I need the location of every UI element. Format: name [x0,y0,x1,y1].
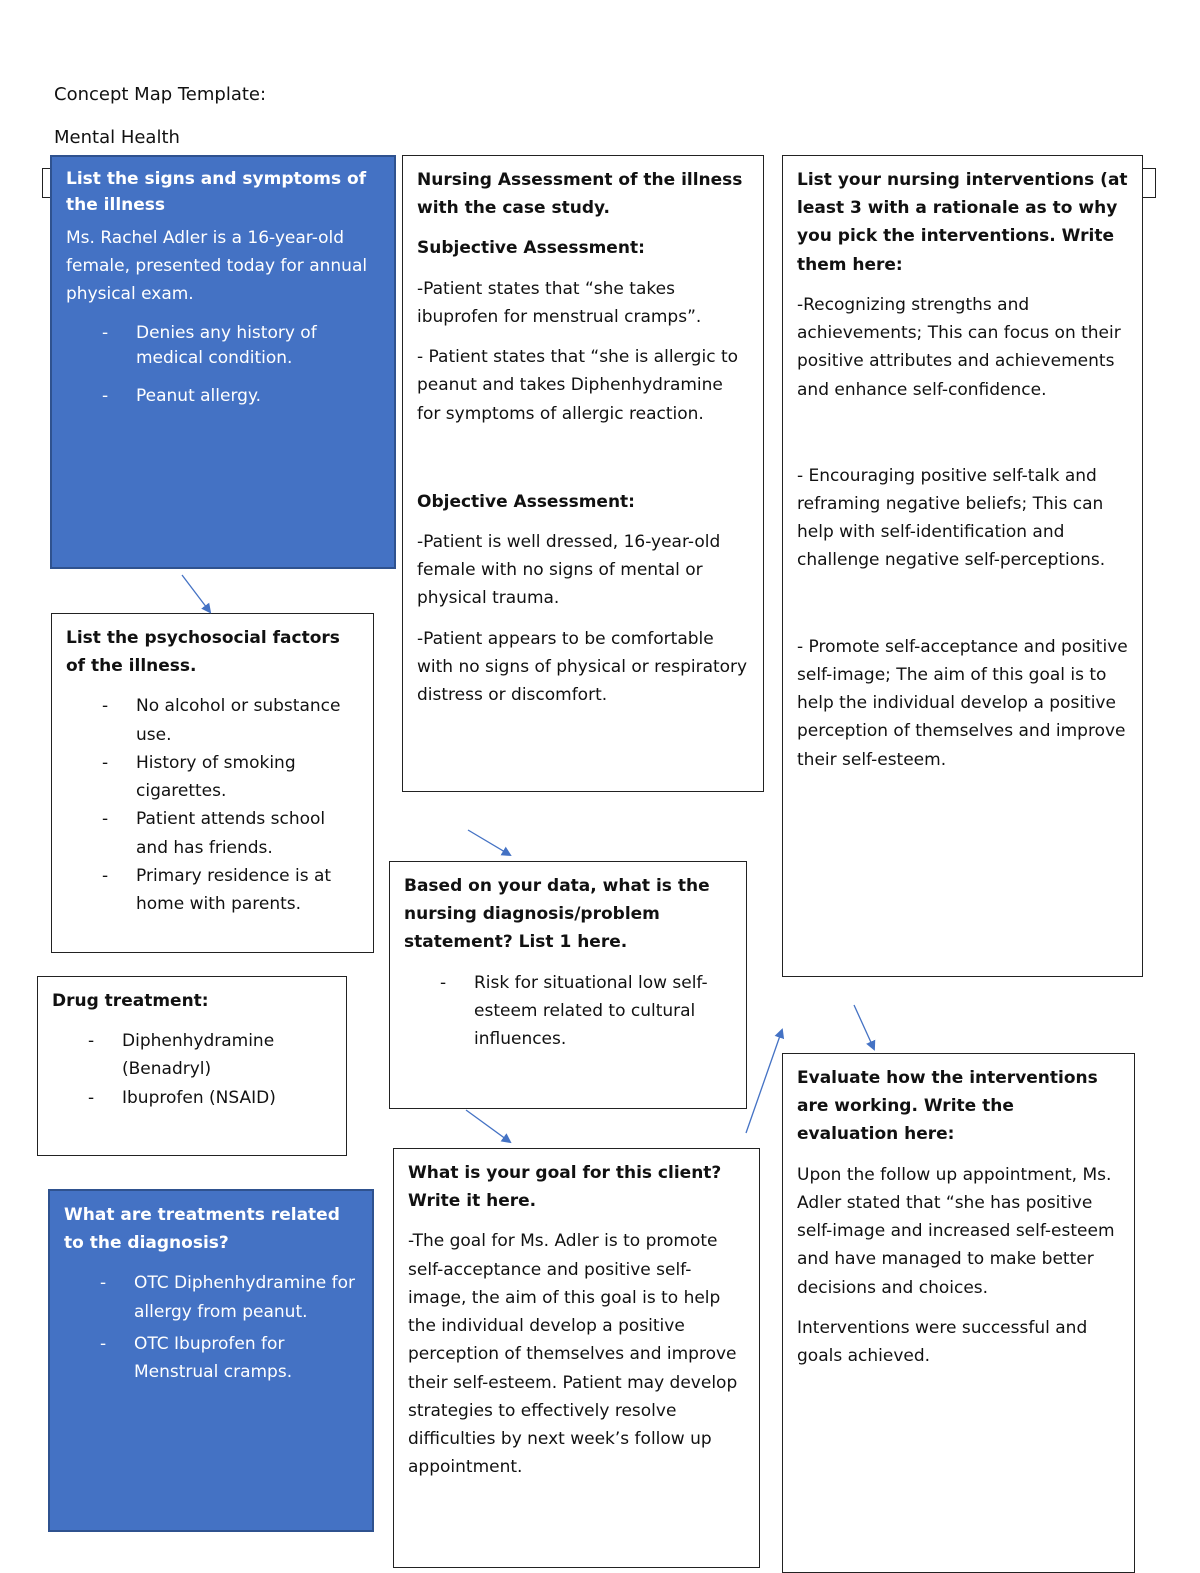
psychosocial-item: - No alcohol or substance use. [136,692,359,748]
psychosocial-item: - Primary residence is at home with parents. [136,862,359,918]
treatment-item: - OTC Ibuprofen for Menstrual cramps. [134,1330,358,1386]
intervention-item: -Recognizing strengths and achievements; This can focus on their positive attributes and achievements and enhance self-confidence. [797,294,1121,400]
diagnosis-item: - Risk for situational low self-esteem related to cultural influences. [474,969,732,1054]
treatments-title: What are treatments related to the diagnosis? [64,1205,340,1254]
intervention-item: - Encouraging positive self-talk and reframing negative beliefs; This can help with self-identification and challenge negative self-perceptions. [797,465,1106,571]
signs-item: - Denies any history of medical condition. [136,321,380,372]
arrow-interventions-to-evaluation [854,1005,874,1049]
signs-symptoms-intro: Ms. Rachel Adler is a 16-year-old female, presented today for annual physical exam. [66,228,368,305]
drug-treatment-title: Drug treatment: [52,991,209,1011]
psychosocial-title: List the psychosocial factors of the illness. [66,628,340,677]
subjective-item: -Patient states that “she takes ibuprofen for menstrual cramps”. [417,278,702,327]
goal-text: -The goal for Ms. Adler is to promote self-acceptance and positive self-image, the aim of this goal is to help the individual develop a positive perception of themselves and improve their self-esteem. Patient may develop strategies to effectively resolve difficulties by next week’s follow up appointment. [408,1231,738,1478]
drug-item: - Diphenhydramine (Benadryl) [122,1027,332,1083]
assessment-title: Nursing Assessment of the illness with the case study. [417,170,743,219]
arrow-diagnosis-to-goal [466,1110,510,1142]
page-title: Concept Map Template: [54,84,267,105]
arrow-assessment-to-diagnosis [468,830,510,855]
intervention-item: - Promote self-acceptance and positive self-image; The aim of this goal is to help the individual develop a positive perception of themselves and improve their self-esteem. [797,636,1128,770]
objective-item: -Patient is well dressed, 16-year-old female with no signs of mental or physical trauma. [417,531,721,609]
subjective-item: - Patient states that “she is allergic to peanut and takes Diphenhydramine for symptoms of allergic reaction. [417,347,739,424]
psychosocial-item: - History of smoking cigarettes. [136,749,359,805]
goal-title: What is your goal for this client? Write it here. [408,1163,722,1212]
arrow-signs-to-psychosocial [182,575,210,612]
treatment-item: - OTC Diphenhydramine for allergy from peanut. [134,1269,358,1325]
signs-item: - Peanut allergy. [136,384,380,410]
evaluation-paragraph: Interventions were successful and goals achieved. [797,1317,1088,1366]
diagnosis-title: Based on your data, what is the nursing diagnosis/problem statement? List 1 here. [404,876,710,953]
page-subtitle: Mental Health [54,127,180,148]
signs-symptoms-title: List the signs and symptoms of the illness [66,169,367,215]
arrow-goal-to-interventions [746,1030,782,1133]
psychosocial-item: - Patient attends school and has friends. [136,805,359,861]
objective-title: Objective Assessment: [417,491,635,512]
evaluation-paragraph: Upon the follow up appointment, Ms. Adler stated that “she has positive self-image and increased self-esteem and have managed to make better decisions and choices. [797,1164,1115,1298]
objective-item: -Patient appears to be comfortable with no signs of physical or respiratory distress or discomfort. [417,628,748,706]
subjective-title: Subjective Assessment: [417,238,645,259]
interventions-title: List your nursing interventions (at least 3 with a rationale as to why you pick the interventions. Write them here: [797,170,1128,275]
evaluation-title: Evaluate how the interventions are working. Write the evaluation here: [797,1068,1098,1145]
drug-item: - Ibuprofen (NSAID) [122,1084,332,1112]
